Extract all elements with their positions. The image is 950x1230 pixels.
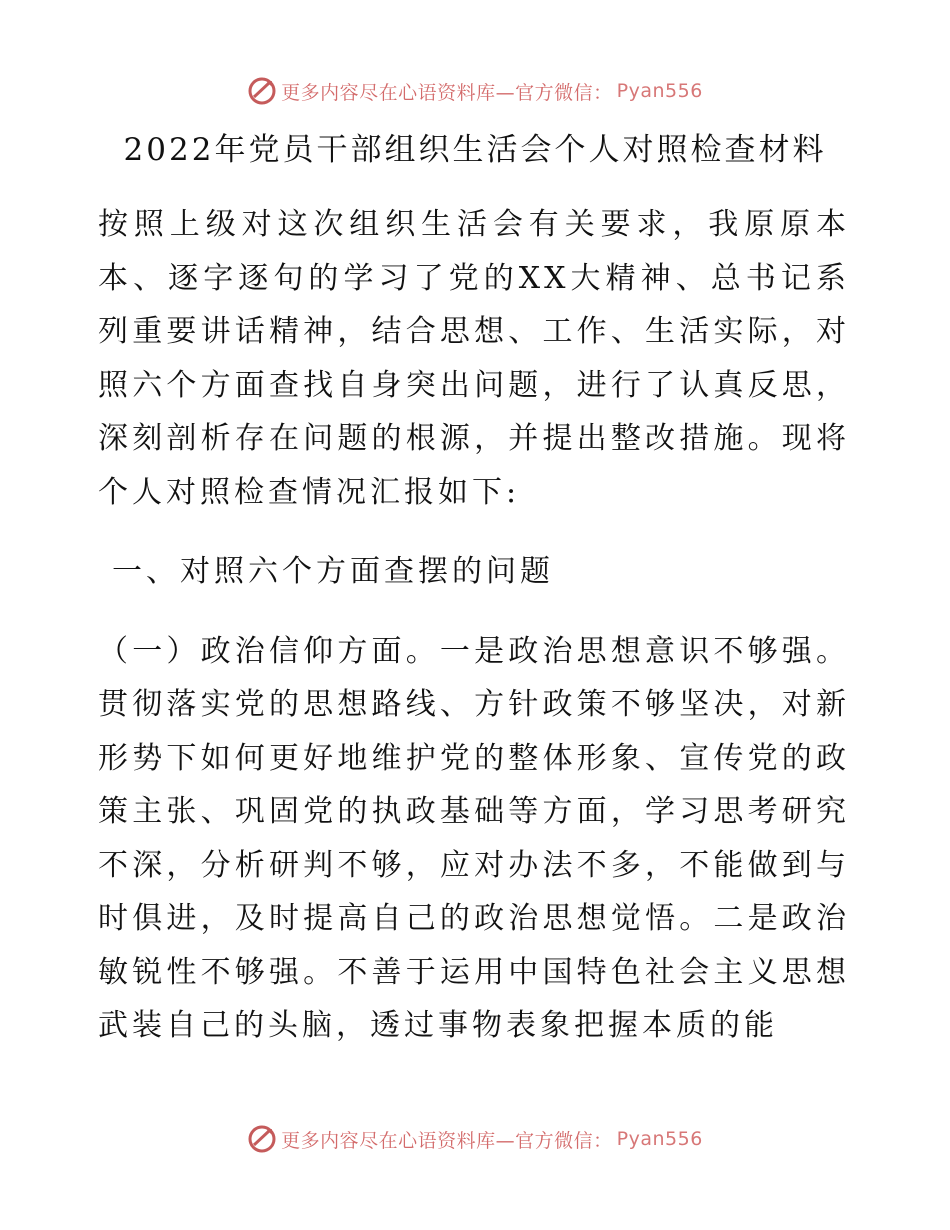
watermark-wechat-id: Pyan556 [616,80,703,102]
watermark-wechat-id: Pyan556 [616,1128,703,1150]
brand-logo-icon [247,76,277,106]
paragraph-gap [98,599,850,625]
header-watermark [0,76,950,106]
section-paragraph: （一）政治信仰方面。一是政治思想意识不够强。贯彻落实党的思想路线、方针政策不够坚决，对新形势下如何更好地维护党的整体形象、宣传党的政策主张、巩固党的执政基础等方面，学习思考研究不深，分析研判不够，应对办法不多，不能做到与时俱进，及时提高自己的政治思想觉悟。二是政治敏锐性不够强。不善于运用中国特色社会主义思想武装自己的头脑，透过事物表象把握本质的能 [98,633,850,1043]
watermark-text: 更多内容尽在心语资料库—官方微信： [281,1129,613,1152]
section-heading: 一、对照六个方面查摆的问题 [112,554,554,589]
intro-paragraph: 按照上级对这次组织生活会有关要求，我原原本本、逐字逐句的学习了党的XX大精神、总书记系列重要讲话精神，结合思想、工作、生活实际，对照六个方面查找自身突出问题，进行了认真反思，深刻剖析存在问题的根源，并提出整改措施。现将个人对照检查情况汇报如下: [98,207,850,510]
footer-watermark [0,1124,950,1154]
document-title: 2022年党员干部组织生活会个人对照检查材料 [123,132,827,168]
watermark-text: 更多内容尽在心语资料库—官方微信： [281,81,613,104]
brand-logo-icon [247,1124,277,1154]
document-body [98,198,850,1053]
paragraph-gap [98,519,850,545]
